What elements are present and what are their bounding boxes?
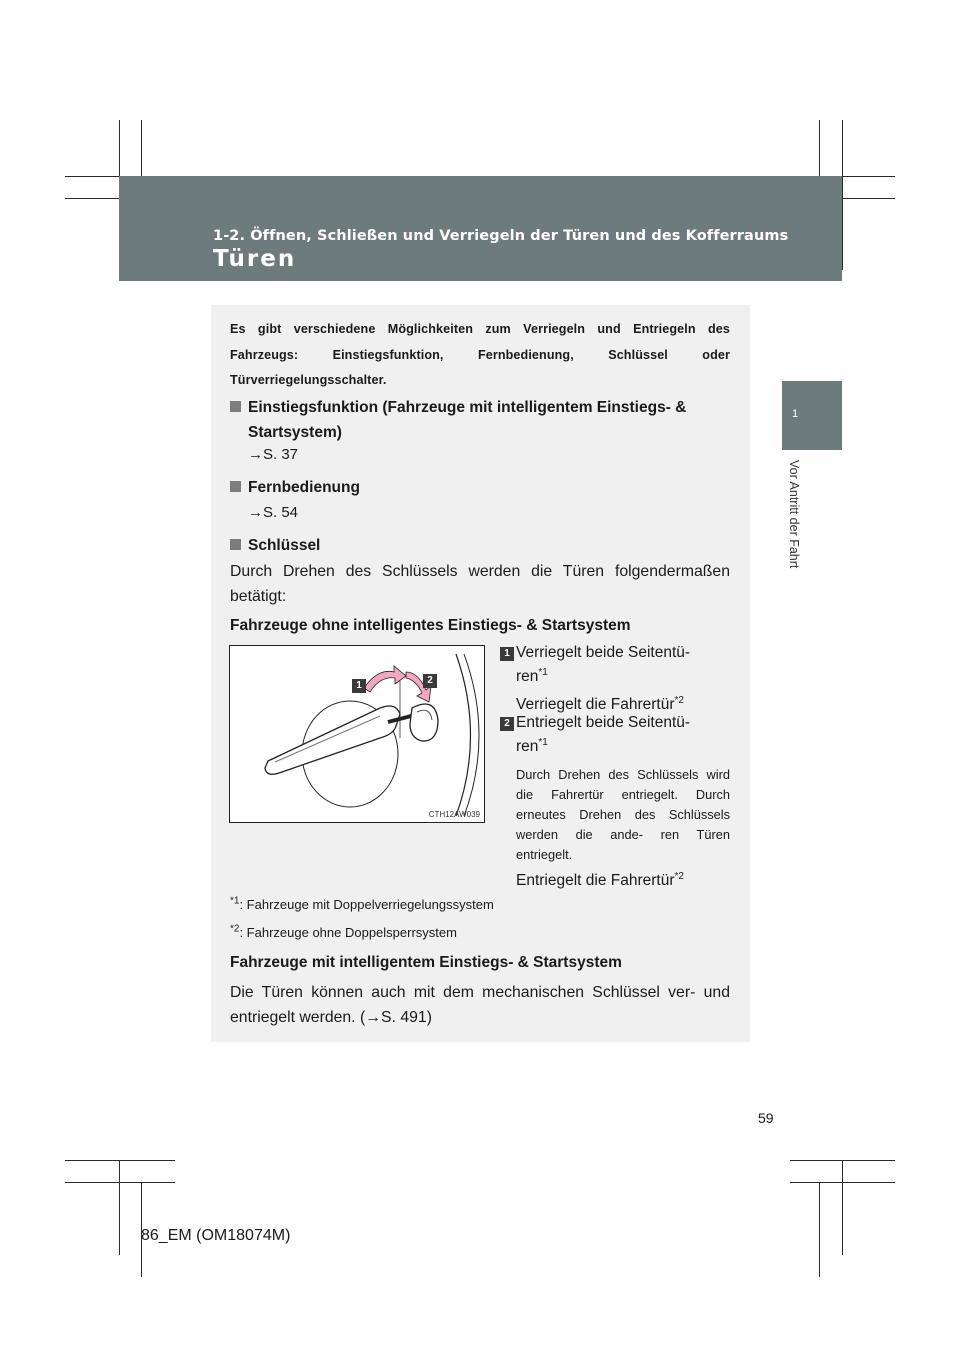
item-1-text: Verriegelt beide Seitentü- ren$^{*1}$ Verriegelt die Fahrertür$^{*2}$ — [516, 644, 691, 713]
crop-mark — [842, 1160, 843, 1255]
footnote-1: $^{*1}$: Fahrzeuge mit Doppelverriegelungssystem — [230, 895, 494, 912]
heading-schluessel: Schlüssel — [230, 533, 748, 558]
crop-mark — [819, 1182, 820, 1277]
schluessel-text: Durch Drehen des Schlüssels werden die Türen folgendermaßen betätigt: — [230, 563, 730, 605]
manual-code: 86_EM (OM18074M) — [141, 1227, 291, 1244]
bullet-square-icon — [230, 401, 241, 412]
item-badge-1: 1 — [500, 647, 514, 661]
crop-mark — [65, 1182, 175, 1183]
intro-text: Es gibt verschiedene Möglichkeiten zum Verriegeln und Entriegeln des Fahrzeugs: Einstiegsfunktion, Fernbedienung, Schlüssel oder Türverriegelungsschalter. — [230, 322, 730, 387]
crop-mark — [119, 1160, 120, 1255]
item-2-note: Durch Drehen des Schlüssels wird die Fahrertür entriegelt. Durch erneutes Drehen des Schlüssels werden die ande- ren Türen entriegelt. — [516, 767, 730, 862]
subheading-mit: Fahrzeuge mit intelligentem Einstiegs- & Startsystem — [230, 954, 622, 971]
content-panel — [211, 305, 750, 1042]
key-door-figure — [229, 645, 485, 823]
chapter-number: 1 — [792, 408, 799, 420]
crop-mark — [842, 120, 843, 270]
page-title: Türen — [213, 246, 297, 272]
crop-mark — [65, 1160, 175, 1161]
heading-einstiegsfunktion: Einstiegsfunktion (Fahrzeuge mit intelligentem Einstiegs- & Startsystem) — [230, 395, 748, 445]
page-reference[interactable]: →S. 37 — [248, 446, 299, 463]
final-text: Die Türen können auch mit dem mechanischen Schlüssel ver- und entriegelt werden. (→S. 491) — [230, 984, 730, 1026]
figure-code: CTH12AW039 — [428, 810, 480, 819]
item-badge-2: 2 — [500, 717, 514, 731]
chapter-side-label — [785, 460, 805, 600]
figure-badge-1: 1 — [352, 679, 366, 693]
item-2-driver: Entriegelt die Fahrertür$^{*2}$ — [516, 870, 684, 889]
item-2-text: Entriegelt beide Seitentü- ren$^{*1}$ — [516, 714, 691, 755]
chapter-header — [119, 176, 842, 281]
page-number: 59 — [758, 1110, 774, 1126]
bullet-square-icon — [230, 481, 241, 492]
footnote-2: $^{*2}$: Fahrzeuge ohne Doppelsperrsystem — [230, 923, 457, 940]
door-handle-key-illustration — [230, 646, 484, 822]
crop-mark — [790, 1182, 895, 1183]
section-title: 1-2. Öffnen, Schließen und Verriegeln der Türen und des Kofferraums — [213, 228, 789, 244]
subheading-ohne: Fahrzeuge ohne intelligentes Einstiegs- & Startsystem — [230, 617, 631, 634]
figure-badge-2: 2 — [423, 674, 437, 688]
chapter-tab[interactable] — [782, 381, 842, 450]
page-reference[interactable]: →S. 54 — [248, 504, 299, 521]
bullet-square-icon — [230, 539, 241, 550]
heading-fernbedienung: Fernbedienung — [230, 475, 748, 500]
crop-mark — [790, 1160, 895, 1161]
chapter-label-text: Vor Antritt der Fahrt — [787, 460, 801, 569]
